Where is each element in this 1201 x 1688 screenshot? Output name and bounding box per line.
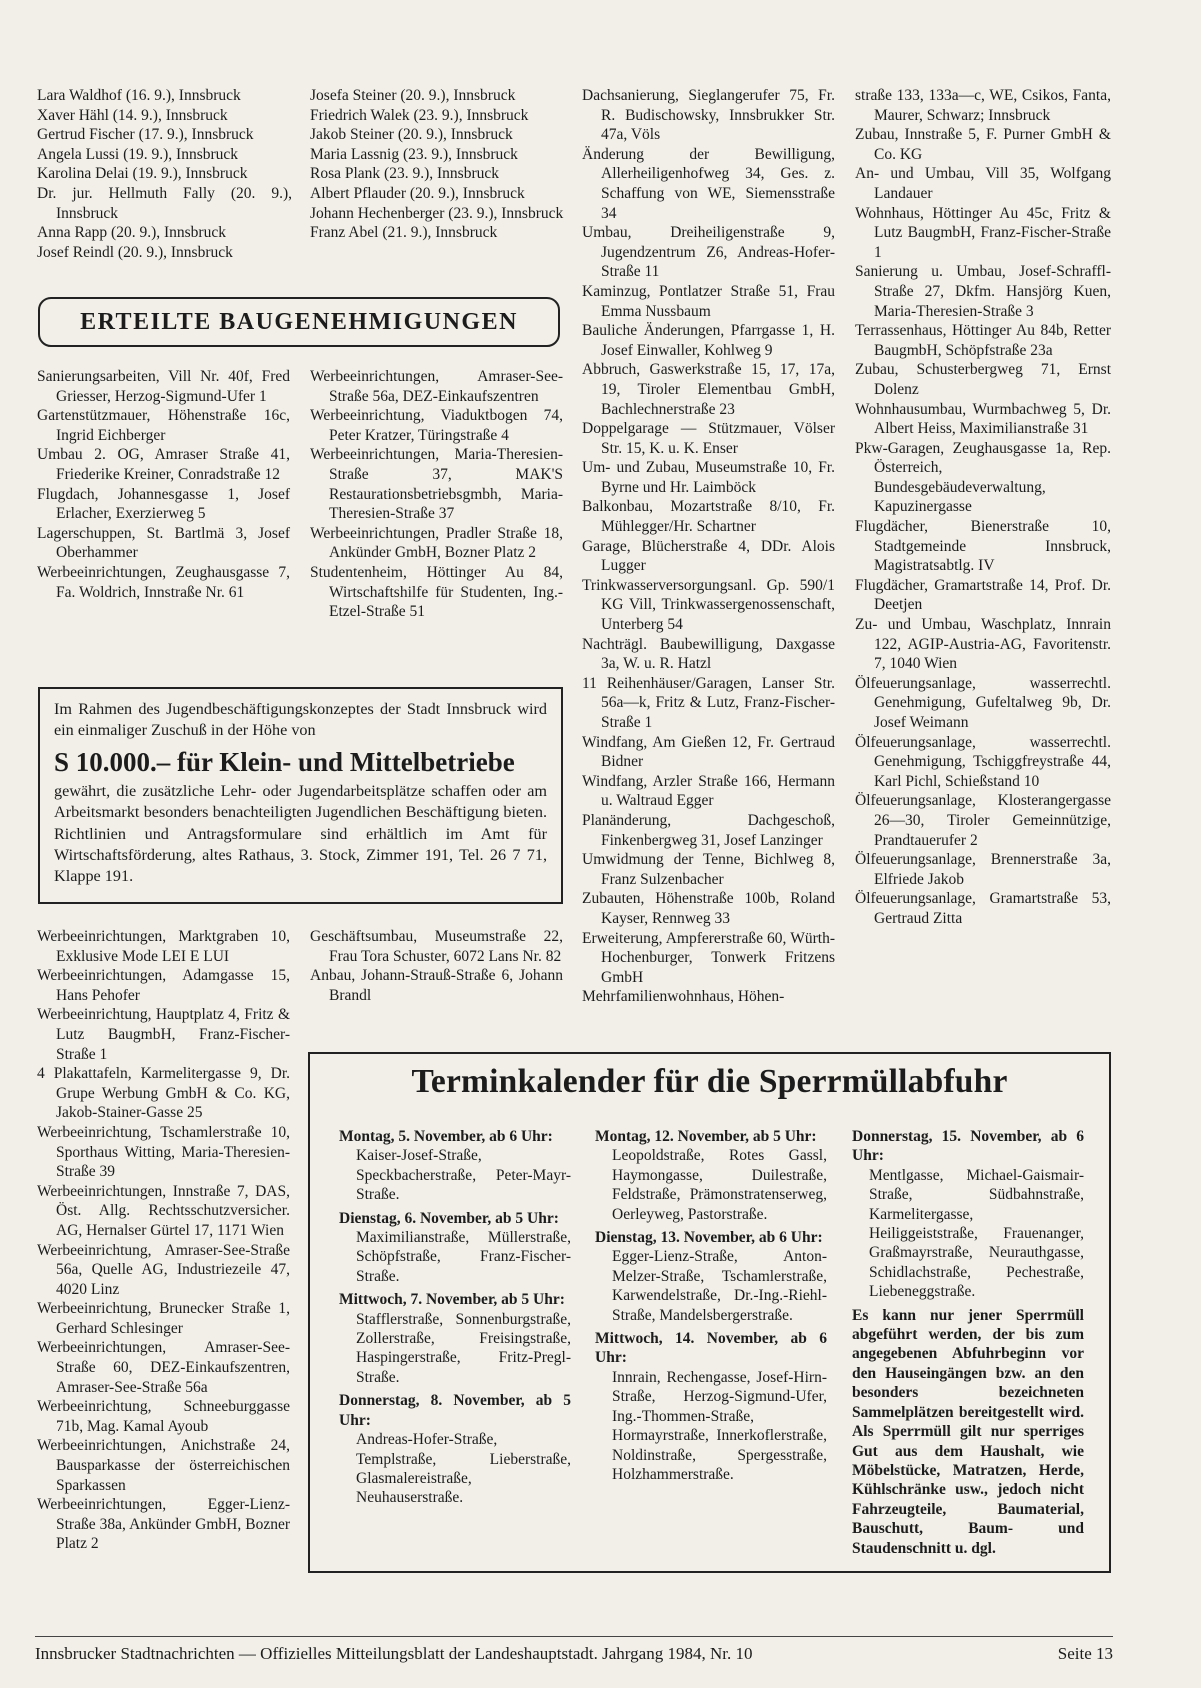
list-item: Karolina Delai (19. 9.), Innsbruck	[37, 165, 248, 183]
list-item: Sanierung u. Umbau, Josef-Schraffl-Straße 27, Dkfm. Hansjörg Kuen, Maria-Theresien-Straße 3	[855, 263, 1111, 320]
list-item: Windfang, Am Gießen 12, Fr. Gertraud Bidner	[582, 733, 835, 771]
permits-column-3	[582, 86, 835, 1007]
list-item: Flugdächer, Bienerstraße 10, Stadtgemeinde Innsbruck, Magistratsabtlg. IV	[855, 518, 1111, 575]
list-item: Werbeeinrichtungen, Maria-Theresien-Straße 37, MAK'S Restaurationsbetriebsgmbh, Maria-Theresien-Straße 37	[310, 446, 563, 523]
list-item: Werbeeinrichtungen, Marktgraben 10, Exklusive Mode LEI E LUI	[37, 928, 290, 965]
list-item: Albert Pflauder (20. 9.), Innsbruck	[310, 184, 525, 202]
list-item: Werbeeinrichtung, Tschamlerstraße 10, Sporthaus Witting, Maria-Theresien-Straße 39	[37, 1123, 290, 1181]
permits-column-1	[37, 367, 290, 602]
schedule-day: Montag, 5. November, ab 6 Uhr:	[339, 1128, 553, 1145]
list-item: Wohnhausumbau, Wurmbachweg 5, Dr. Albert Heiss, Maximilianstraße 31	[855, 400, 1111, 438]
schedule-column-1	[339, 1127, 571, 1512]
schedule-day: Donnerstag, 15. November, ab 6 Uhr:	[852, 1128, 1084, 1165]
list-item: Zubau, Innstraße 5, F. Purner GmbH & Co. KG	[855, 126, 1111, 163]
list-item: 11 Reihenhäuser/Garagen, Lanser Str. 56a—k, Fritz & Lutz, Franz-Fischer-Straße 1	[582, 674, 835, 731]
list-item: Werbeeinrichtungen, Amraser-See-Straße 56a, DEZ-Einkaufszentren	[310, 368, 563, 405]
list-item: Flugdächer, Gramartstraße 14, Prof. Dr. Deetjen	[855, 576, 1111, 614]
list-item: Mehrfamilienwohnhaus, Höhen-	[582, 988, 785, 1006]
list-item: Bauliche Änderungen, Pfarrgasse 1, H. Josef Einwaller, Kohlweg 9	[582, 322, 835, 359]
list-item: Gertrud Fischer (17. 9.), Innsbruck	[37, 126, 254, 144]
section-heading: ERTEILTE BAUGENEHMIGUNGEN	[38, 297, 560, 347]
list-item: Ölfeuerungsanlage, wasserrechtl. Genehmigung, Gufeltalweg 9b, Dr. Josef Weimann	[855, 674, 1111, 731]
list-item: Umwidmung der Tenne, Bichlweg 8, Franz Sulzenbacher	[582, 851, 835, 888]
list-item: Umbau 2. OG, Amraser Straße 41, Friederike Kreiner, Conradstraße 12	[37, 446, 290, 483]
schedule-title: Terminkalender für die Sperrmüllabfuhr	[411, 1063, 1008, 1100]
list-item: Geschäftsumbau, Museumstraße 22, Frau Tora Schuster, 6072 Lans Nr. 82	[310, 928, 563, 965]
list-item: Jakob Steiner (20. 9.), Innsbruck	[310, 126, 513, 144]
list-item: Dachsanierung, Sieglangerufer 75, Fr. R. Budischowsky, Innsbrukker Str. 47a, Völs	[582, 87, 835, 144]
list-item: Balkonbau, Mozartstraße 8/10, Fr. Mühlegger/Hr. Schartner	[582, 498, 835, 536]
notice-amount: S 10.000.– für Klein- und Mittelbetriebe	[54, 746, 515, 777]
list-item: Planänderung, Dachgeschoß, Finkenbergweg 31, Josef Lanzinger	[582, 811, 835, 849]
list-item: Wohnhaus, Höttinger Au 45c, Fritz & Lutz BaugmbH, Franz-Fischer-Straße 1	[855, 204, 1111, 261]
schedule-day: Donnerstag, 8. November, ab 5 Uhr:	[339, 1392, 571, 1429]
list-item: Zu- und Umbau, Waschplatz, Innrain 122, AGIP-Austria-AG, Favoritenstr. 7, 1040 Wien	[855, 616, 1111, 673]
list-item: Ölfeuerungsanlage, Gramartstraße 53, Gertraud Zitta	[855, 890, 1111, 927]
permits-column-2-lower	[310, 927, 563, 1005]
bulky-waste-schedule	[308, 1052, 1111, 1573]
list-item: Sanierungsarbeiten, Vill Nr. 40f, Fred Griesser, Herzog-Sigmund-Ufer 1	[37, 368, 290, 405]
list-item: Dr. jur. Hellmuth Fally (20. 9.), Innsbruck	[37, 184, 292, 222]
list-item: Garage, Blücherstraße 4, DDr. Alois Lugger	[582, 537, 835, 575]
schedule-streets: Egger-Lienz-Straße, Anton-Melzer-Straße, Tschamlerstraße, Karwendelstraße, Dr.-Ing.-Riehl-Straße, Mandelsbergerstraße.	[612, 1248, 827, 1324]
list-item: Um- und Zubau, Museumstraße 10, Fr. Byrne und Hr. Laimböck	[582, 459, 835, 496]
footer	[35, 1644, 1113, 1664]
notice-body: gewährt, die zusätzliche Lehr- oder Jugendarbeitsplätze schaffen oder am Arbeitsmarkt besonders benachteiligten Jugendlichen Beschäftigung bieten. Richtlinien und Antragsformulare sind erhältlich im Amt für Wirtschaftsförderung, altes Rathaus, 3. Stock, Zimmer 191, Tel. 26 7 71, Klappe 191.	[54, 781, 547, 886]
list-item: Abbruch, Gaswerkstraße 15, 17, 17a, 19, Tiroler Elementbau GmbH, Bachlechnerstraße 23	[582, 361, 835, 418]
list-item: Lara Waldhof (16. 9.), Innsbruck	[37, 87, 241, 104]
list-item: Änderung der Bewilligung, Allerheiligenhofweg 34, Ges. z. Schaffung von WE, Siemensstraße 34	[582, 145, 835, 222]
list-item: straße 133, 133a—c, WE, Csikos, Fanta, Maurer, Schwarz; Innsbruck	[855, 87, 1111, 124]
list-item: Werbeeinrichtungen, Anichstraße 24, Bausparkasse der österreichischen Sparkassen	[37, 1437, 290, 1494]
schedule-column-3	[852, 1127, 1084, 1558]
list-item: Friedrich Walek (23. 9.), Innsbruck	[310, 106, 529, 124]
schedule-note: Es kann nur jener Sperrmüll abgeführt werden, der bis zum angegebenen Abfuhrbeginn vor den Hauseingängen bzw. an den besonders bezeichneten Sammelplätzen bereitgestellt wird. Als Sperrmüll gilt nur sperriges Gut aus dem Haushalt, wie Möbelstücke, Matratzen, Herde, Kühlschränke usw., jedoch nicht Fahrzeugteile, Baumaterial, Bauschutt, Baum- und Staudenschnitt u. dgl.	[852, 1306, 1084, 1557]
list-item: Werbeeinrichtung, Hauptplatz 4, Fritz & Lutz BaugmbH, Franz-Fischer-Straße 1	[37, 1006, 290, 1063]
list-item: Zubau, Schusterbergweg 71, Ernst Dolenz	[855, 361, 1111, 398]
youth-employment-notice	[38, 687, 563, 904]
list-item: Nachträgl. Baubewilligung, Daxgasse 3a, W. u. R. Hatzl	[582, 635, 835, 673]
list-item: Doppelgarage — Stützmauer, Völser Str. 15, K. u. K. Enser	[582, 420, 835, 457]
list-item: Trinkwasserversorgungsanl. Gp. 590/1 KG Vill, Trinkwassergenossenschaft, Unterberg 54	[582, 576, 835, 634]
list-item: Werbeeinrichtungen, Amraser-See-Straße 60, DEZ-Einkaufszentren, Amraser-See-Straße 56a	[37, 1339, 290, 1396]
list-item: Werbeeinrichtungen, Pradler Straße 18, Ankünder GmbH, Bozner Platz 2	[310, 524, 563, 562]
list-item: Franz Abel (21. 9.), Innsbruck	[310, 224, 498, 242]
list-item: Lagerschuppen, St. Bartlmä 3, Josef Oberhammer	[37, 524, 290, 562]
page-number: Seite 13	[1057, 1644, 1113, 1663]
list-item: Josef Reindl (20. 9.), Innsbruck	[37, 243, 233, 261]
list-item: 4 Plakattafeln, Karmelitergasse 9, Dr. Grupe Werbung GmbH & Co. KG, Jakob-Stainer-Gasse 25	[37, 1065, 290, 1122]
footer-rule	[35, 1636, 1113, 1637]
schedule-streets: Maximilianstraße, Müllerstraße, Schöpfstraße, Franz-Fischer-Straße.	[356, 1229, 571, 1285]
list-item: Xaver Hähl (14. 9.), Innsbruck	[37, 106, 228, 124]
notice-intro: Im Rahmen des Jugendbeschäftigungskonzeptes der Stadt Innsbruck wird ein einmaliger Zuschuß in der Höhe von	[54, 700, 547, 740]
list-item: Werbeeinrichtung, Schneeburggasse 71b, Mag. Kamal Ayoub	[37, 1398, 290, 1435]
list-item: Terrassenhaus, Höttinger Au 84b, Retter BaugmbH, Schöpfstraße 23a	[855, 322, 1111, 359]
schedule-streets: Mentlgasse, Michael-Gaismair-Straße, Südbahnstraße, Karmelitergasse, Heiliggeiststraße, Frauenanger, Graßmayrstraße, Neurauthgasse, Schidlachstraße, Pechestraße, Liebeneggstraße.	[869, 1166, 1084, 1301]
schedule-column-2	[595, 1127, 827, 1488]
schedule-day: Mittwoch, 7. November, ab 5 Uhr:	[339, 1291, 565, 1309]
list-item: Werbeeinrichtungen, Egger-Lienz-Straße 38a, Ankünder GmbH, Bozner Platz 2	[37, 1496, 290, 1553]
schedule-day: Montag, 12. November, ab 5 Uhr:	[595, 1128, 817, 1145]
schedule-day: Mittwoch, 14. November, ab 6 Uhr:	[595, 1330, 827, 1367]
list-item: Ölfeuerungsanlage, wasserrechtl. Genehmigung, Tschiggfreystraße 44, Karl Pichl, Schießstand 10	[855, 733, 1111, 790]
list-item: Gartenstützmauer, Höhenstraße 16c, Ingrid Eichberger	[37, 407, 290, 444]
list-item: Ölfeuerungsanlage, Brennerstraße 3a, Elfriede Jakob	[855, 851, 1111, 888]
list-item: Windfang, Arzler Straße 166, Hermann u. Waltraud Egger	[582, 772, 835, 810]
schedule-streets: Stafflerstraße, Sonnenburgstraße, Zollerstraße, Freisingstraße, Haspingerstraße, Fritz-Pregl-Straße.	[356, 1310, 571, 1386]
schedule-day: Dienstag, 13. November, ab 6 Uhr:	[595, 1229, 823, 1247]
list-item: Maria Lassnig (23. 9.), Innsbruck	[310, 145, 518, 163]
permits-column-2	[310, 367, 563, 622]
list-item: Kaminzug, Pontlatzer Straße 51, Frau Emma Nussbaum	[582, 282, 835, 320]
permits-column-4	[855, 86, 1111, 929]
list-item: Erweiterung, Ampfererstraße 60, Würth-Hochenburger, Tonwerk Fritzens GmbH	[582, 929, 835, 986]
schedule-day: Dienstag, 6. November, ab 5 Uhr:	[339, 1209, 559, 1227]
name-list-right	[310, 86, 565, 243]
footer-publication: Innsbrucker Stadtnachrichten — Offizielles Mitteilungsblatt der Landeshauptstadt. Jahrgang 1984, Nr. 10	[35, 1644, 753, 1663]
list-item: Angela Lussi (19. 9.), Innsbruck	[37, 145, 239, 163]
list-item: Umbau, Dreiheiligenstraße 9, Jugendzentrum Z6, Andreas-Hofer-Straße 11	[582, 224, 835, 281]
schedule-streets: Andreas-Hofer-Straße, Templstraße, Lieberstraße, Glasmalereistraße, Neuhauserstraße.	[356, 1431, 571, 1507]
list-item: Ölfeuerungsanlage, Klosterangergasse 26—30, Tiroler Gemeinnützige, Prandtauerufer 2	[855, 792, 1111, 849]
schedule-streets: Leopoldstraße, Rotes Gassl, Haymongasse, Duilestraße, Feldstraße, Prämonstratenserweg, Oerleyweg, Pastorstraße.	[612, 1147, 827, 1223]
list-item: Studentenheim, Höttinger Au 84, Wirtschaftshilfe für Studenten, Ing.-Etzel-Straße 51	[310, 563, 563, 621]
list-item: Werbeeinrichtungen, Zeughausgasse 7, Fa. Woldrich, Innstraße Nr. 61	[37, 563, 290, 601]
list-item: Rosa Plank (23. 9.), Innsbruck	[310, 165, 499, 183]
list-item: Werbeeinrichtung, Brunecker Straße 1, Gerhard Schlesinger	[37, 1300, 290, 1337]
permits-column-1-lower	[37, 927, 290, 1554]
schedule-streets: Innrain, Rechengasse, Josef-Hirn-Straße, Herzog-Sigmund-Ufer, Ing.-Thommen-Straße, Hormayrstraße, Innerkoflerstraße, Noldinstraße, Spergesstraße, Holzhammerstraße.	[612, 1368, 827, 1483]
list-item: Zubauten, Höhenstraße 100b, Roland Kayser, Rennweg 33	[582, 890, 835, 927]
list-item: Werbeeinrichtungen, Innstraße 7, DAS, Öst. Allg. Rechtsschutzversicher. AG, Hernalser Gürtel 17, 1171 Wien	[37, 1182, 290, 1239]
list-item: Werbeeinrichtung, Amraser-See-Straße 56a, Quelle AG, Industriezeile 47, 4020 Linz	[37, 1241, 290, 1298]
list-item: Werbeeinrichtungen, Adamgasse 15, Hans Pehofer	[37, 967, 290, 1004]
list-item: Anbau, Johann-Strauß-Straße 6, Johann Brandl	[310, 967, 563, 1004]
list-item: Josefa Steiner (20. 9.), Innsbruck	[310, 87, 516, 104]
list-item: Johann Hechenberger (23. 9.), Innsbruck	[310, 204, 564, 222]
list-item: Anna Rapp (20. 9.), Innsbruck	[37, 224, 226, 242]
list-item: Werbeeinrichtung, Viaduktbogen 74, Peter Kratzer, Türingstraße 4	[310, 407, 563, 444]
list-item: An- und Umbau, Vill 35, Wolfgang Landauer	[855, 165, 1111, 202]
list-item: Flugdach, Johannesgasse 1, Josef Erlacher, Exerzierweg 5	[37, 485, 290, 523]
schedule-streets: Kaiser-Josef-Straße, Speckbacherstraße, Peter-Mayr-Straße.	[356, 1147, 571, 1204]
list-item: Pkw-Garagen, Zeughausgasse 1a, Rep. Österreich, Bundesgebäudeverwaltung, Kapuzinergasse	[855, 439, 1111, 516]
name-list-left	[37, 86, 292, 262]
